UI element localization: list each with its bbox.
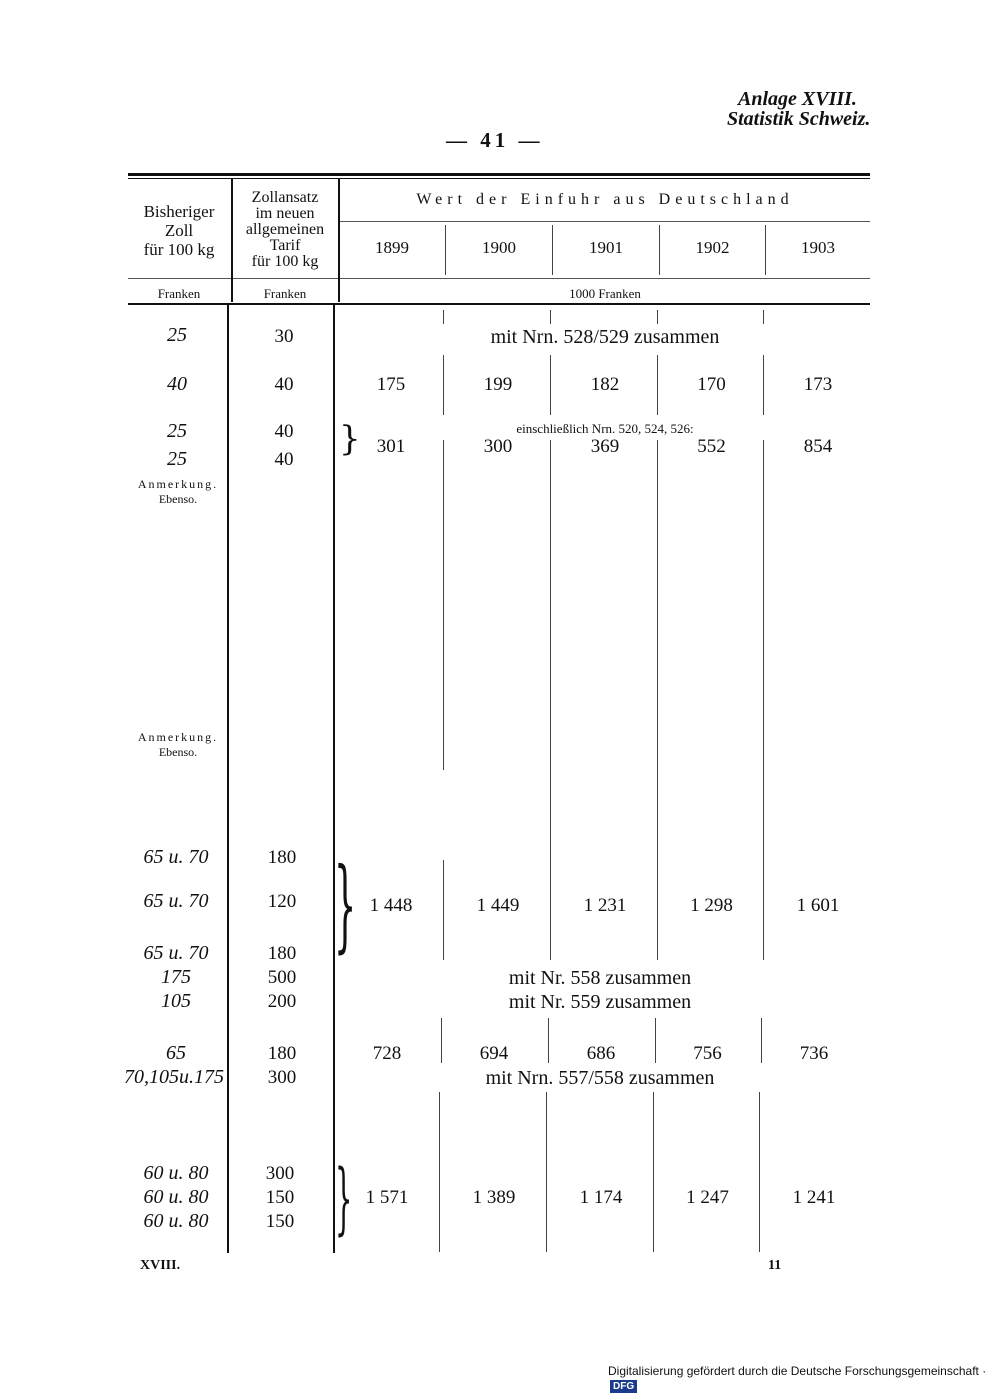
old-duty: 65: [166, 1042, 186, 1064]
value-1903: 1 241: [792, 1187, 836, 1208]
value-1902: 1 298: [690, 895, 733, 916]
remark-label: Anmerkung.: [137, 730, 219, 744]
new-duty: 150: [265, 1211, 295, 1232]
digitization-credit: [608, 1364, 1000, 1393]
body-sep: [763, 355, 764, 415]
col1-header-line: Bisheriger: [143, 202, 215, 221]
new-duty: 180: [267, 1043, 297, 1064]
remark: [128, 730, 228, 760]
remark-text: Ebenso.: [158, 492, 198, 506]
old-duty: 65 u. 70: [143, 890, 209, 912]
unit-values: 1000 Franken: [569, 286, 641, 301]
value-1900: 1 389: [472, 1187, 516, 1208]
col2-header: [234, 190, 336, 270]
brace: }: [335, 1154, 353, 1244]
body-sep: [653, 1092, 654, 1252]
credit-text: Digitalisierung gefördert durch die Deutsche Forschungsgemeinschaft ·: [608, 1364, 987, 1378]
year-1902: 1902: [695, 238, 730, 257]
value-1902: 170: [697, 374, 726, 395]
col-divider-1-body: [227, 305, 229, 1253]
unit-header-rule: [128, 278, 870, 279]
value-1899: 728: [372, 1043, 402, 1064]
value-1901: 182: [590, 374, 620, 395]
remark-text: Ebenso.: [158, 745, 198, 759]
table-top-rule: [128, 173, 870, 176]
new-duty: 150: [265, 1187, 295, 1208]
new-duty: 120: [267, 891, 297, 912]
new-duty: 500: [267, 967, 297, 988]
year-1901: 1901: [589, 238, 623, 257]
value-1903: 854: [803, 436, 833, 457]
row-note: einschließlich Nrn. 520, 524, 526:: [500, 421, 710, 437]
body-sep: [550, 355, 551, 415]
new-duty: 180: [267, 943, 297, 964]
new-duty: 300: [265, 1163, 295, 1184]
value-1902: 552: [697, 436, 726, 457]
body-sep: [546, 1092, 547, 1252]
value-1900: 199: [483, 374, 513, 395]
col1-header-line: Zoll: [164, 221, 194, 240]
value-1901: 1 174: [579, 1187, 623, 1208]
old-duty: 65 u. 70: [143, 942, 209, 964]
remark-label: Anmerkung.: [137, 477, 219, 491]
value-1901: 1 231: [583, 895, 627, 916]
col-divider-1: [231, 178, 233, 302]
new-duty: 30: [274, 326, 294, 347]
row-note: mit Nr. 559 zusammen: [508, 991, 692, 1013]
old-duty: 105: [161, 990, 191, 1012]
new-duty: 300: [267, 1067, 297, 1088]
body-sep: [443, 355, 444, 415]
year-1900: 1900: [482, 238, 516, 257]
col-divider-2-body: [333, 305, 335, 1253]
dfg-logo: DFG: [610, 1380, 637, 1393]
col1-header: [130, 202, 228, 259]
year-1899: 1899: [375, 238, 409, 257]
body-sep: [657, 440, 658, 960]
page-number: — 41 —: [446, 128, 544, 152]
table-top-rule-thin: [128, 178, 870, 179]
value-header: Wert der Einfuhr aus Deutschland: [416, 191, 794, 208]
value-1900: 694: [479, 1043, 509, 1064]
old-duty: 70,105u.175: [124, 1066, 224, 1088]
old-duty: 40: [167, 373, 187, 395]
value-1899: 175: [376, 374, 406, 395]
row-note: mit Nrn. 557/558 zusammen: [440, 1067, 760, 1090]
value-1902: 756: [693, 1043, 722, 1064]
value-1899: 1 571: [365, 1187, 409, 1208]
col2-header-line: allgemeinen: [245, 221, 325, 238]
value-1903: 173: [803, 374, 833, 395]
body-sep: [763, 310, 764, 324]
old-duty: 65 u. 70: [143, 846, 209, 868]
brace: }: [334, 846, 357, 963]
old-duty: 60 u. 80: [143, 1210, 209, 1232]
old-duty: 25: [167, 448, 187, 470]
remark: [128, 477, 228, 507]
body-sep: [763, 440, 764, 960]
new-duty: 40: [274, 421, 294, 442]
col2-header-line: Zollansatz: [251, 189, 319, 206]
old-duty: 25: [167, 324, 187, 346]
body-sep: [443, 440, 444, 770]
body-sep: [439, 1092, 440, 1252]
value-1901: 369: [590, 436, 620, 457]
col2-header-line: für 100 kg: [251, 253, 319, 270]
old-duty: 25: [167, 420, 187, 442]
value-1903: 1 601: [796, 895, 840, 916]
year-header-rule: [339, 221, 870, 222]
value-1900: 300: [483, 436, 513, 457]
body-sep: [443, 310, 444, 324]
new-duty: 200: [267, 991, 297, 1012]
new-duty: 40: [274, 449, 294, 470]
body-sep: [759, 1092, 760, 1252]
body-sep: [443, 860, 444, 960]
col1-header-line: für 100 kg: [143, 240, 215, 259]
value-1901: 686: [586, 1043, 616, 1064]
signature-mark: XVIII.: [140, 1258, 181, 1273]
col2-header-line: im neuen: [255, 205, 315, 222]
value-1899: 1 448: [369, 895, 413, 916]
new-duty: 180: [267, 847, 297, 868]
unit-col2: Franken: [263, 286, 307, 301]
old-duty: 175: [161, 966, 191, 988]
unit-col1: Franken: [157, 286, 201, 301]
subtitle: Statistik Schweiz.: [727, 108, 871, 130]
body-sep: [657, 310, 658, 324]
value-1900: 1 449: [476, 895, 520, 916]
annex-label: Anlage XVIII.: [738, 88, 857, 110]
year-1903: 1903: [801, 238, 835, 257]
value-1899: 301: [376, 436, 406, 457]
body-sep: [550, 310, 551, 324]
brace: }: [339, 419, 361, 459]
col2-header-line: Tarif: [269, 237, 301, 254]
body-sep: [550, 440, 551, 960]
old-duty: 60 u. 80: [143, 1186, 209, 1208]
new-duty: 40: [274, 374, 294, 395]
value-1902: 1 247: [686, 1187, 729, 1208]
value-1903: 736: [799, 1043, 829, 1064]
row-note: mit Nr. 558 zusammen: [508, 967, 692, 989]
body-sep: [657, 355, 658, 415]
old-duty: 60 u. 80: [143, 1162, 209, 1184]
header-bottom-rule: [128, 303, 870, 305]
sheet-number: 11: [768, 1258, 782, 1273]
row-note: mit Nrn. 528/529 zusammen: [445, 326, 765, 349]
